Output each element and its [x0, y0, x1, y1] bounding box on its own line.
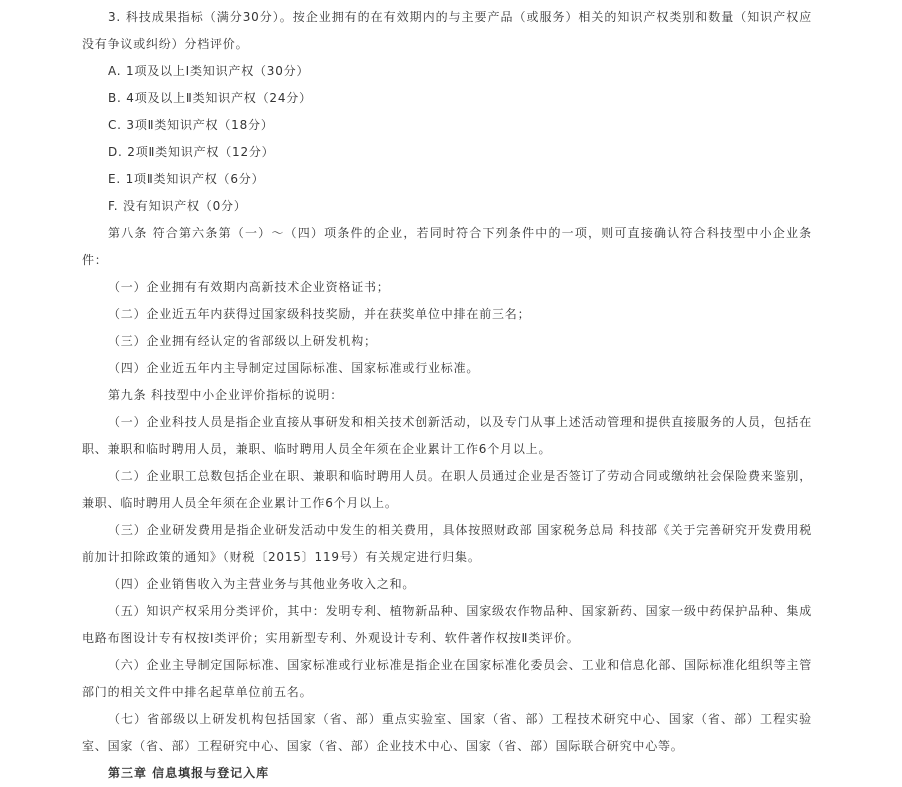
article-9-item-2: （二）企业职工总数包括企业在职、兼职和临时聘用人员。在职人员通过企业是否签订了劳动合同或缴纳社会保险费来鉴别，兼职、临时聘用人员全年须在企业累计工作6个月以上。 — [82, 469, 813, 510]
option-f: F. 没有知识产权（0分） — [108, 199, 247, 213]
option-a: A. 1项及以上Ⅰ类知识产权（30分） — [108, 64, 310, 78]
article-8-item-3: （三）企业拥有经认定的省部级以上研发机构； — [108, 334, 377, 348]
article-8-item-2: （二）企业近五年内获得过国家级科技奖励，并在获奖单位中排在前三名； — [108, 307, 531, 321]
article-9: 第九条 科技型中小企业评价指标的说明： — [108, 388, 344, 402]
article-9-item-3: （三）企业研发费用是指企业研发活动中发生的相关费用，具体按照财政部 国家税务总局 科技部《关于完善研究开发费用税前加计扣除政策的通知》（财税〔2015〕119号）有关规定进行归集。 — [82, 523, 812, 564]
article-8-item-1: （一）企业拥有有效期内高新技术企业资格证书； — [108, 280, 390, 294]
article-9-item-1: （一）企业科技人员是指企业直接从事研发和相关技术创新活动，以及专门从事上述活动管理和提供直接服务的人员，包括在职、兼职和临时聘用人员，兼职、临时聘用人员全年须在企业累计工作6个月以上。 — [82, 415, 813, 456]
option-c: C. 3项Ⅱ类知识产权（18分） — [108, 118, 274, 132]
option-e: E. 1项Ⅱ类知识产权（6分） — [108, 172, 265, 186]
article-8-item-4: （四）企业近五年内主导制定过国际标准、国家标准或行业标准。 — [108, 361, 480, 375]
option-d: D. 2项Ⅱ类知识产权（12分） — [108, 145, 275, 159]
paragraph-tech-achievement-indicator: 3. 科技成果指标（满分30分）。按企业拥有的在有效期内的与主要产品（或服务）相关的知识产权类别和数量（知识产权应没有争议或纠纷）分档评价。 — [82, 10, 812, 51]
chapter-3-heading: 第三章 信息填报与登记入库 — [108, 766, 270, 780]
article-9-item-7: （七）省部级以上研发机构包括国家（省、部）重点实验室、国家（省、部）工程技术研究中心、国家（省、部）工程实验室、国家（省、部）工程研究中心、国家（省、部）企业技术中心、国家（省、部）国际联合研究中心等。 — [82, 712, 812, 753]
article-9-item-6: （六）企业主导制定国际标准、国家标准或行业标准是指企业在国家标准化委员会、工业和信息化部、国际标准化组织等主管部门的相关文件中排名起草单位前五名。 — [82, 658, 813, 699]
option-b: B. 4项及以上Ⅱ类知识产权（24分） — [108, 91, 312, 105]
article-8: 第八条 符合第六条第（一）～（四）项条件的企业，若同时符合下列条件中的一项，则可直接确认符合科技型中小企业条件： — [82, 226, 812, 267]
article-9-item-4: （四）企业销售收入为主营业务与其他业务收入之和。 — [108, 577, 416, 591]
article-9-item-5: （五）知识产权采用分类评价，其中：发明专利、植物新品种、国家级农作物品种、国家新药、国家一级中药保护品种、集成电路布图设计专有权按Ⅰ类评价；实用新型专利、外观设计专利、软件著作权按Ⅱ类评价。 — [82, 604, 813, 645]
